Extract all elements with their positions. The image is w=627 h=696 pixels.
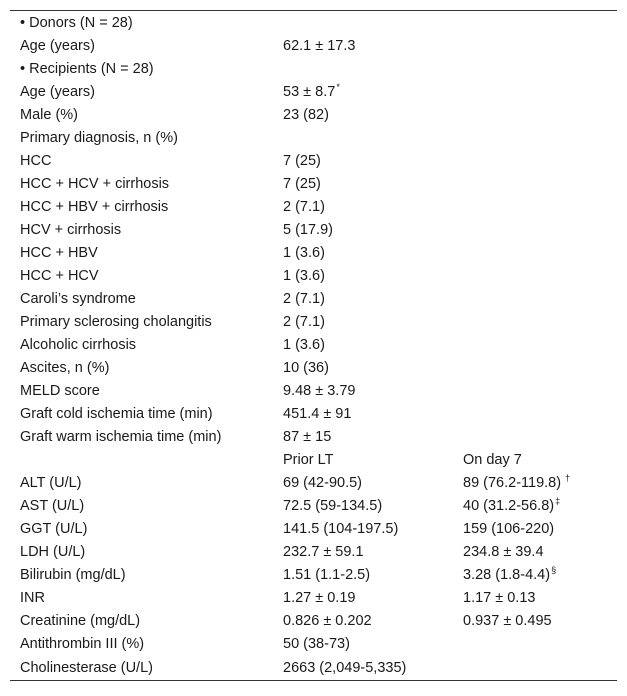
characteristics-table xyxy=(10,10,617,681)
row-label: Cholinesterase (U/L) xyxy=(20,659,153,676)
table-row xyxy=(10,495,617,518)
value-col2 xyxy=(452,403,617,426)
table-row xyxy=(10,587,617,610)
table-row xyxy=(10,11,617,35)
value-col2 xyxy=(452,173,617,196)
value-col2 xyxy=(452,472,617,495)
row-label: GGT (U/L) xyxy=(20,521,88,537)
table-row xyxy=(10,173,617,196)
value-col2: 0.937 ± 0.495 xyxy=(463,613,552,629)
value-col1: 1.51 (1.1-2.5) xyxy=(283,567,371,583)
value-col2: 234.8 ± 39.4 xyxy=(463,544,544,560)
value-col1: 1 (3.6) xyxy=(283,268,325,284)
value-col1: 50 (38-73) xyxy=(283,636,350,652)
value-col1: 1 (3.6) xyxy=(283,245,325,261)
value-col1: 1 (3.6) xyxy=(283,337,325,353)
value-col2 xyxy=(452,242,617,265)
value-col1: 1.27 ± 0.19 xyxy=(283,590,356,606)
value-col2 xyxy=(452,334,617,357)
value-col2 xyxy=(452,219,617,242)
row-label: • Recipients (N = 28) xyxy=(20,61,154,77)
value-col2 xyxy=(452,35,617,58)
row-label: Primary sclerosing cholangitis xyxy=(20,314,212,330)
value-col2 xyxy=(452,196,617,219)
table-row xyxy=(10,633,617,656)
table-row xyxy=(10,288,617,311)
value-col1 xyxy=(273,81,452,104)
row-label: • Donors (N = 28) xyxy=(20,14,133,31)
table-row xyxy=(10,242,617,265)
value-text: 53 ± 8.7 xyxy=(283,84,336,100)
table-row xyxy=(10,518,617,541)
row-label: AST (U/L) xyxy=(20,498,85,514)
row-label: Antithrombin III (%) xyxy=(20,636,145,652)
row-label: Creatinine (mg/dL) xyxy=(20,613,141,629)
value-text: 3.28 (1.8-4.4) xyxy=(463,567,551,583)
row-label: LDH (U/L) xyxy=(20,544,86,560)
value-col1: 2663 (2,049-5,335) xyxy=(283,659,407,676)
row-label: Age (years) xyxy=(20,84,95,100)
value-col1: 69 (42-90.5) xyxy=(283,475,362,491)
value-col2 xyxy=(452,150,617,173)
row-label: Primary diagnosis, n (%) xyxy=(20,130,178,146)
value-col2 xyxy=(452,288,617,311)
row-label: HCC + HCV xyxy=(20,268,99,284)
row-label: HCC xyxy=(20,153,52,169)
table-row xyxy=(10,35,617,58)
value-col2 xyxy=(452,564,617,587)
table-row xyxy=(10,449,617,472)
table-row xyxy=(10,403,617,426)
value-col1: 2 (7.1) xyxy=(283,314,325,330)
value-col1: 451.4 ± 91 xyxy=(283,406,352,422)
value-col1: 7 (25) xyxy=(283,153,321,169)
row-label: Graft warm ischemia time (min) xyxy=(20,429,222,445)
table-row xyxy=(10,656,617,680)
table-row xyxy=(10,610,617,633)
row-label: Graft cold ischemia time (min) xyxy=(20,406,213,422)
row-label: HCC + HCV + cirrhosis xyxy=(20,176,170,192)
data-table xyxy=(10,11,617,680)
table-row xyxy=(10,564,617,587)
table-row xyxy=(10,311,617,334)
value-col1: 62.1 ± 17.3 xyxy=(283,38,356,54)
table-row xyxy=(10,58,617,81)
footnote-mark: † xyxy=(565,473,571,483)
table-row xyxy=(10,219,617,242)
value-col2: 159 (106-220) xyxy=(463,521,555,537)
row-label: ALT (U/L) xyxy=(20,475,82,491)
row-label: Ascites, n (%) xyxy=(20,360,110,376)
row-label: Male (%) xyxy=(20,107,79,123)
value-col1: 87 ± 15 xyxy=(283,429,332,445)
value-col2 xyxy=(452,127,617,150)
value-col1 xyxy=(273,11,452,35)
value-col2 xyxy=(452,656,617,680)
row-label: INR xyxy=(20,590,45,606)
table-row xyxy=(10,541,617,564)
value-col1: 2 (7.1) xyxy=(283,291,325,307)
value-col1: 2 (7.1) xyxy=(283,199,325,215)
row-label: HCC + HBV xyxy=(20,245,98,261)
table-row xyxy=(10,426,617,449)
row-label: Caroli’s syndrome xyxy=(20,291,136,307)
row-label: Alcoholic cirrhosis xyxy=(20,337,137,353)
value-col2: 1.17 ± 0.13 xyxy=(463,590,536,606)
value-col1: 23 (82) xyxy=(283,107,329,123)
value-text: 40 (31.2-56.8) xyxy=(463,498,555,514)
row-label: HCC + HBV + cirrhosis xyxy=(20,199,169,215)
value-col2 xyxy=(452,426,617,449)
row-label: Age (years) xyxy=(20,38,95,54)
value-col1: 72.5 (59-134.5) xyxy=(283,498,383,514)
row-label: HCV + cirrhosis xyxy=(20,222,122,238)
value-col2 xyxy=(452,81,617,104)
footnote-mark: ‡ xyxy=(555,496,561,506)
value-col1: 141.5 (104-197.5) xyxy=(283,521,399,537)
value-col2 xyxy=(452,380,617,403)
table-row xyxy=(10,104,617,127)
value-col2 xyxy=(452,104,617,127)
row-label xyxy=(10,449,273,472)
table-row xyxy=(10,150,617,173)
table-row xyxy=(10,334,617,357)
row-label: MELD score xyxy=(20,383,100,399)
value-col2 xyxy=(452,265,617,288)
value-col2 xyxy=(452,633,617,656)
value-col2 xyxy=(452,357,617,380)
footnote-mark: * xyxy=(336,82,340,92)
value-col1: 10 (36) xyxy=(283,360,329,376)
value-col2 xyxy=(452,11,617,35)
table-row xyxy=(10,380,617,403)
value-col2 xyxy=(452,311,617,334)
table-row xyxy=(10,472,617,495)
value-col2 xyxy=(452,495,617,518)
row-label: Bilirubin (mg/dL) xyxy=(20,567,126,583)
value-text: 89 (76.2-119.8) xyxy=(463,475,562,491)
value-col1: 5 (17.9) xyxy=(283,222,333,238)
value-col1: 9.48 ± 3.79 xyxy=(283,383,356,399)
table-row xyxy=(10,265,617,288)
footnote-mark: § xyxy=(551,565,557,575)
column-header-prior-lt: Prior LT xyxy=(283,452,334,468)
table-row xyxy=(10,127,617,150)
table-row xyxy=(10,81,617,104)
column-header-day-7: On day 7 xyxy=(463,452,522,468)
table-row xyxy=(10,357,617,380)
value-col1 xyxy=(273,58,452,81)
value-col1 xyxy=(273,127,452,150)
value-col1: 0.826 ± 0.202 xyxy=(283,613,372,629)
table-row xyxy=(10,196,617,219)
value-col2 xyxy=(452,58,617,81)
value-col1: 232.7 ± 59.1 xyxy=(283,544,364,560)
value-col1: 7 (25) xyxy=(283,176,321,192)
